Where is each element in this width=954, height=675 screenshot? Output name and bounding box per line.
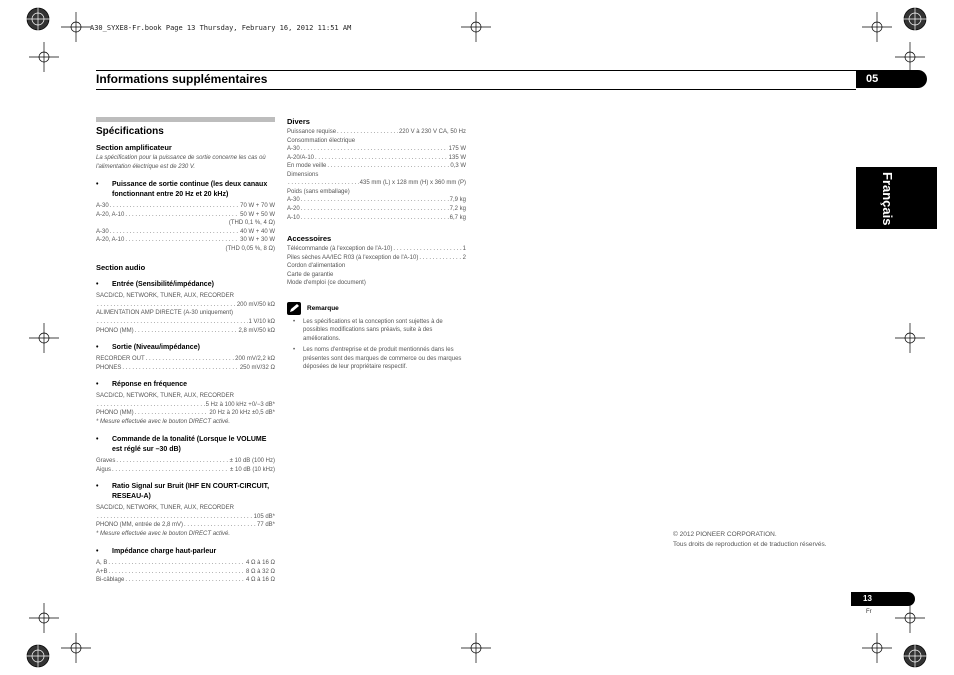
spec-row: . . . 1 V/10 kΩ <box>96 318 275 327</box>
measure-note: * Mesure effectuée avec le bouton DIRECT activé. <box>96 530 231 537</box>
spec-row: . . . 435 mm (L) x 128 mm (H) x 360 mm (P) <box>287 179 466 188</box>
page-title: Informations supplémentaires <box>96 72 268 86</box>
amp-note: La spécification pour la puissance de sortie concerne les cas où l'alimentation électrique est de 230 V. <box>96 155 266 170</box>
spec-row: Télécommande (à l'exception de l'A-10) . . . 1 <box>287 245 466 254</box>
spec-row: . . . 5 Hz à 100 kHz +0/−3 dB* <box>96 401 275 410</box>
amp-section-title: Section amplificateur <box>96 143 172 152</box>
spec-row: A-30 . . . 40 W + 40 W <box>96 228 275 237</box>
copyright-line: © 2012 PIONEER CORPORATION. <box>673 531 777 538</box>
page-number: 13 <box>851 592 915 606</box>
spec-row: PHONO (MM) . . . 20 Hz à 20 kHz ±0,5 dB* <box>96 409 275 418</box>
snr-bullet: • Ratio Signal sur Bruit (IHF EN COURT-CIRCUIT, RESEAU-A) <box>96 482 275 502</box>
copyright-block <box>673 530 833 549</box>
accessory-item: Mode d'emploi (ce document) <box>287 280 366 287</box>
spec-row: Graves . . . ± 10 dB (100 Hz) <box>96 457 275 466</box>
spec-row: . . . 105 dB* <box>96 513 275 522</box>
thd-note: (THD 0,05 %, 8 Ω) <box>225 245 275 252</box>
spec-row: RECORDER OUT . . . 200 mV/2,2 kΩ <box>96 355 275 364</box>
remark-title: Remarque <box>307 304 339 312</box>
spec-row: En mode veille . . . 0,3 W <box>287 162 466 171</box>
copyright-line: Tous droits de reproduction et de traduction réservés. <box>673 540 827 548</box>
input-bullet: • Entrée (Sensibilité/impédance) <box>96 280 275 290</box>
frequency-bullet: • Réponse en fréquence <box>96 380 275 390</box>
spec-label: ALIMENTATION AMP DIRECTE (A-30 uniquement) <box>96 310 234 317</box>
divers-title: Divers <box>287 117 310 126</box>
spec-row: A-20, A-10 . . . 50 W + 50 W <box>96 211 275 220</box>
spec-row: A-30 . . . 7,9 kg <box>287 196 466 205</box>
output-bullet: • Sortie (Niveau/impédance) <box>96 343 275 353</box>
spec-label: Consommation électrique <box>287 137 356 144</box>
accessory-item: Cordon d'alimentation <box>287 263 346 270</box>
spec-row: Piles sèches AA/IEC R03 (à l'exception de l'A-10) . . . 2 <box>287 254 466 263</box>
spec-row: . . . 200 mV/50 kΩ <box>96 301 275 310</box>
specs-column-right <box>287 117 466 372</box>
spec-row: A, B . . . 4 Ω à 16 Ω <box>96 559 275 568</box>
spec-row: Aigus . . . ± 10 dB (10 kHz) <box>96 466 275 475</box>
spec-row: A-30 . . . 70 W + 70 W <box>96 202 275 211</box>
language-tab <box>856 167 937 229</box>
spec-row: A+B . . . 8 Ω à 32 Ω <box>96 568 275 577</box>
spec-row: Puissance requise . . . 220 V à 230 V CA, 50 Hz <box>287 128 466 137</box>
remark-header <box>287 302 466 315</box>
spec-row: A-20, A-10 . . . 30 W + 30 W <box>96 236 275 245</box>
spec-label: SACD/CD, NETWORK, TUNER, AUX, RECORDER <box>96 293 234 300</box>
language-tab-label: Français <box>880 172 895 226</box>
spec-label: Poids (sans emballage) <box>287 188 350 195</box>
specs-column-left <box>96 117 275 585</box>
spec-row: A-20 . . . 7,2 kg <box>287 205 466 214</box>
measure-note: * Mesure effectuée avec le bouton DIRECT activé. <box>96 419 231 426</box>
chapter-badge: 05 <box>856 70 927 88</box>
section-bar <box>96 117 275 122</box>
spec-row: Bi-câblage . . . 4 Ω à 16 Ω <box>96 576 275 585</box>
remark-item: • Les noms d'entreprise et de produit mentionnés dans les présentes sont des marques de commerce ou des marques déposées de leur propriétaire respectif. <box>287 346 466 372</box>
spec-row: PHONO (MM, entrée de 2,8 mV) . . . 77 dB* <box>96 521 275 530</box>
book-info-line: A30_SYXE8-Fr.book Page 13 Thursday, February 16, 2012 11:51 AM <box>90 24 352 32</box>
accessories-title: Accessoires <box>287 234 332 244</box>
spec-label: SACD/CD, NETWORK, TUNER, AUX, RECORDER <box>96 393 234 400</box>
thd-note: (THD 0,1 %, 4 Ω) <box>228 220 275 227</box>
power-output-bullet: • Puissance de sortie continue (les deux canaux fonctionnant entre 20 Hz et 20 kHz) <box>96 180 275 200</box>
spec-row: A-20/A-10 . . . 135 W <box>287 154 466 163</box>
audio-section-title: Section audio <box>96 263 146 273</box>
spec-label: SACD/CD, NETWORK, TUNER, AUX, RECORDER <box>96 505 234 512</box>
specs-heading: Spécifications <box>96 126 164 137</box>
spec-row: PHONES . . . 250 mV/32 Ω <box>96 364 275 373</box>
spec-row: A-30 . . . 175 W <box>287 145 466 154</box>
accessory-item: Carte de garantie <box>287 271 334 278</box>
note-pencil-icon <box>287 302 301 315</box>
impedance-bullet: • Impédance charge haut-parleur <box>96 547 275 557</box>
spec-label: Dimensions <box>287 171 319 178</box>
page-language: Fr <box>866 609 872 615</box>
tone-bullet: • Commande de la tonalité (Lorsque le VOLUME est réglé sur –30 dB) <box>96 435 275 455</box>
spec-row: PHONO (MM) . . . 2,8 mV/50 kΩ <box>96 327 275 336</box>
remark-item: • Les spécifications et la conception sont sujettes à de possibles modifications sans préavis, suite à des améliorations. <box>287 318 466 344</box>
spec-row: A-10 . . . 6,7 kg <box>287 214 466 223</box>
